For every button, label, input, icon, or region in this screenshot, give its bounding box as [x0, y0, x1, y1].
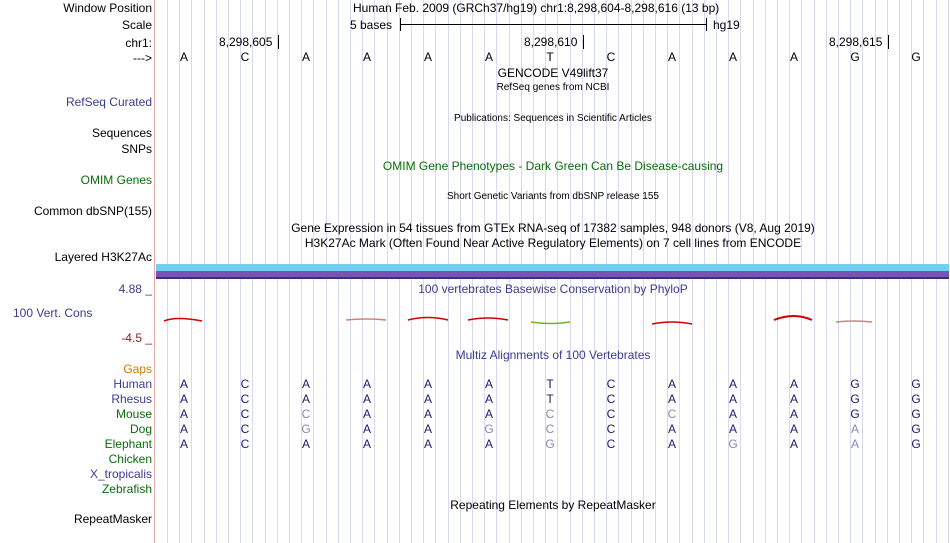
scale-bar — [400, 24, 706, 25]
refseq-subtitle[interactable]: RefSeq genes from NCBI — [496, 82, 610, 93]
alignment-base: C — [606, 392, 616, 406]
alignment-base: G — [850, 392, 860, 406]
alignment-base: G — [301, 422, 311, 436]
alignment-base: G — [911, 377, 921, 391]
alignment-base: A — [850, 437, 859, 451]
base-letter: C — [606, 50, 616, 64]
alignment-base: C — [545, 407, 555, 421]
species-label-chicken[interactable]: Chicken — [108, 452, 152, 466]
alignment-base: C — [240, 392, 250, 406]
phylop-peak-6 — [774, 316, 812, 320]
alignment-base: A — [423, 437, 432, 451]
scale-assembly: hg19 — [713, 18, 740, 32]
alignment-base: C — [606, 437, 616, 451]
alignment-base: G — [728, 437, 738, 451]
phylop-peak-4 — [468, 318, 508, 320]
alignment-base: A — [484, 407, 493, 421]
sequences-label[interactable]: Sequences — [91, 126, 152, 140]
alignment-base: C — [301, 407, 311, 421]
alignment-base: A — [484, 392, 493, 406]
alignment-base: G — [484, 422, 494, 436]
tick-mark-1 — [278, 35, 279, 49]
alignment-base: A — [789, 422, 798, 436]
alignment-base: A — [179, 407, 188, 421]
phylop-min-label: -4.5 _ — [121, 331, 152, 345]
base-letter: A — [667, 50, 676, 64]
alignment-base: C — [606, 407, 616, 421]
base-letter: A — [789, 50, 798, 64]
base-letter: A — [484, 50, 493, 64]
alignment-base: T — [546, 377, 554, 391]
alignment-base: G — [911, 407, 921, 421]
phylop-max-label: 4.88 _ — [118, 282, 152, 296]
h3k27ac-title[interactable]: H3K27Ac Mark (Often Found Near Active Regulatory Elements) on 7 cell lines from ENCODE — [304, 236, 802, 250]
alignment-base: A — [667, 392, 676, 406]
alignment-base: A — [728, 407, 737, 421]
repeatmasker-label[interactable]: RepeatMasker — [73, 512, 152, 526]
scale-value: 5 bases — [350, 18, 393, 32]
alignment-base: A — [789, 407, 798, 421]
phylop-signal — [156, 308, 950, 328]
alignment-base: T — [546, 392, 554, 406]
base-letter: A — [362, 50, 371, 64]
phylop-peak-1 — [164, 319, 202, 322]
repeatmasker-title[interactable]: Repeating Elements by RepeatMasker — [450, 498, 656, 512]
alignment-base: A — [362, 407, 371, 421]
gencode-title[interactable]: GENCODE V49lift37 — [497, 66, 609, 80]
species-label-human[interactable]: Human — [113, 377, 152, 391]
tick-mark-2 — [583, 35, 584, 49]
alignment-base: A — [667, 377, 676, 391]
alignment-base: A — [362, 422, 371, 436]
alignment-base: A — [667, 422, 676, 436]
alignment-base: A — [789, 392, 798, 406]
multiz-title[interactable]: Multiz Alignments of 100 Vertebrates — [455, 348, 651, 362]
alignment-base: A — [728, 377, 737, 391]
phylop-peak-5 — [652, 322, 692, 324]
alignment-base: C — [240, 437, 250, 451]
layered-h3k27ac-label[interactable]: Layered H3K27Ac — [54, 250, 152, 264]
h3k27ac-bar-navy — [156, 277, 949, 279]
species-label-rhesus[interactable]: Rhesus — [111, 392, 152, 406]
phylop-peak-2 — [346, 319, 386, 320]
alignment-base: A — [667, 437, 676, 451]
alignment-base: A — [850, 422, 859, 436]
alignment-base: C — [606, 422, 616, 436]
dbsnp-title[interactable]: Short Genetic Variants from dbSNP release 155 — [447, 191, 659, 202]
base-letter: G — [850, 50, 860, 64]
base-letter: A — [301, 50, 310, 64]
snps-label[interactable]: SNPs — [121, 142, 152, 156]
refseq-curated-label[interactable]: RefSeq Curated — [65, 95, 152, 109]
species-label-mouse[interactable]: Mouse — [115, 407, 152, 421]
alignment-base: A — [728, 392, 737, 406]
window-position-value: Human Feb. 2009 (GRCh37/hg19) chr1:8,298,604-8,298,616 (13 bp) — [353, 1, 720, 15]
gaps-label[interactable]: Gaps — [123, 362, 152, 376]
publications-title[interactable]: Publications: Sequences in Scientific Articles — [454, 113, 652, 124]
scale-label: Scale — [121, 18, 152, 32]
alignment-base: G — [545, 437, 555, 451]
alignment-base: C — [240, 407, 250, 421]
left-rule — [154, 0, 155, 543]
phylop-peak-7 — [836, 321, 872, 322]
base-letter: A — [179, 50, 188, 64]
alignment-base: A — [423, 392, 432, 406]
alignment-base: A — [789, 377, 798, 391]
phylop-peak-3 — [408, 318, 448, 321]
alignment-base: A — [301, 392, 310, 406]
alignment-base: A — [179, 422, 188, 436]
alignment-base: A — [789, 437, 798, 451]
alignment-base: C — [606, 377, 616, 391]
alignment-base: A — [301, 377, 310, 391]
alignment-base: A — [728, 422, 737, 436]
alignment-base: G — [850, 377, 860, 391]
scale-bar-right-cap — [706, 18, 707, 31]
species-label-dog[interactable]: Dog — [129, 422, 152, 436]
base-letter: A — [423, 50, 432, 64]
phylop-title[interactable]: 100 vertebrates Basewise Conservation by PhyloP — [418, 282, 688, 296]
window-position-label: Window Position — [63, 1, 152, 15]
alignment-base: A — [301, 437, 310, 451]
alignment-base: A — [423, 377, 432, 391]
base-letter: A — [728, 50, 737, 64]
alignment-base: A — [484, 437, 493, 451]
alignment-base: A — [362, 392, 371, 406]
tick-label-3: 8,298,615 — [829, 35, 883, 49]
alignment-base: A — [423, 422, 432, 436]
alignment-base: G — [850, 407, 860, 421]
alignment-base: A — [423, 407, 432, 421]
alignment-base: G — [911, 437, 921, 451]
alignment-base: A — [484, 377, 493, 391]
omim-genes-label[interactable]: OMIM Genes — [80, 173, 152, 187]
base-letter: C — [240, 50, 250, 64]
chrom-label: chr1: — [125, 36, 152, 50]
common-dbsnp-label[interactable]: Common dbSNP(155) — [33, 204, 152, 218]
base-letter: G — [911, 50, 921, 64]
alignment-base: C — [545, 422, 555, 436]
species-label-zebrafish[interactable]: Zebrafish — [101, 482, 152, 496]
alignment-base: A — [179, 377, 188, 391]
alignment-base: G — [911, 392, 921, 406]
strand-label: ---> — [133, 51, 152, 65]
alignment-base: A — [362, 437, 371, 451]
tick-label-2: 8,298,610 — [524, 35, 578, 49]
phylop-dip — [531, 322, 570, 324]
base-letter: T — [546, 50, 554, 64]
alignment-base: A — [179, 392, 188, 406]
omim-title[interactable]: OMIM Gene Phenotypes - Dark Green Can Be Disease-causing — [382, 159, 724, 173]
scale-bar-left-cap — [400, 18, 401, 31]
h3k27ac-bar-light — [156, 264, 949, 271]
alignment-base: C — [240, 377, 250, 391]
alignment-base: A — [362, 377, 371, 391]
gtex-title[interactable]: Gene Expression in 54 tissues from GTEx RNA-seq of 17382 samples, 948 donors (V8, Aug 2019) — [291, 221, 815, 235]
alignment-base: C — [667, 407, 677, 421]
species-label-elephant[interactable]: Elephant — [104, 437, 152, 451]
alignment-base: A — [179, 437, 188, 451]
species-label-x_tropicalis[interactable]: X_tropicalis — [89, 467, 152, 481]
tick-label-1: 8,298,605 — [219, 35, 273, 49]
alignment-base: C — [240, 422, 250, 436]
phylop-label[interactable]: 100 Vert. Cons — [13, 306, 93, 320]
tick-mark-3 — [888, 35, 889, 49]
alignment-base: G — [911, 422, 921, 436]
